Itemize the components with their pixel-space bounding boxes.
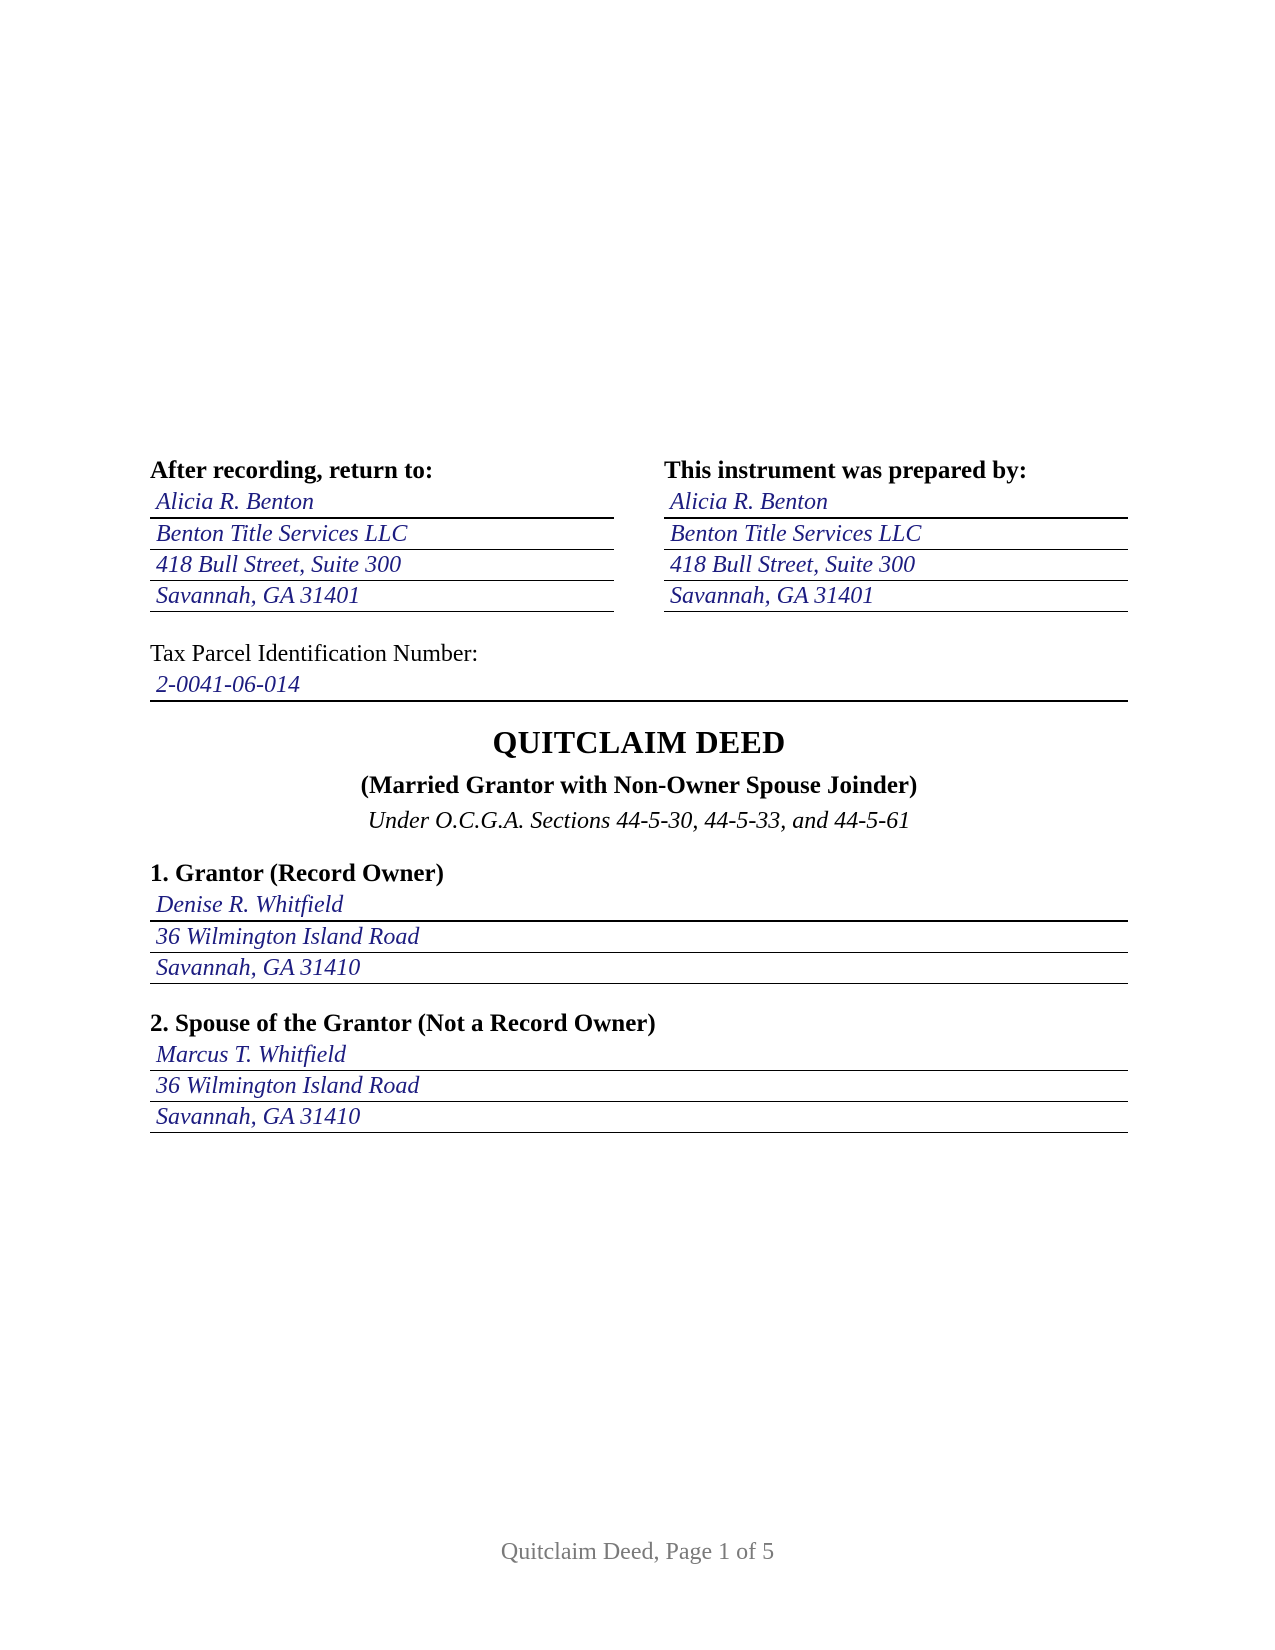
return-to-name: Alicia R. Benton	[150, 487, 614, 519]
prepared-by-heading: This instrument was prepared by:	[664, 457, 1028, 484]
tax-parcel-block	[150, 638, 1128, 702]
spouse-heading: 2. Spouse of the Grantor (Not a Record Owner)	[150, 1010, 656, 1037]
document-page	[150, 0, 1128, 1650]
prepared-by-street: 418 Bull Street, Suite 300	[664, 550, 1128, 581]
spouse-street: 36 Wilmington Island Road	[150, 1071, 1128, 1102]
prepared-by-company: Benton Title Services LLC	[664, 519, 1128, 550]
prepared-by-block	[664, 455, 1128, 612]
return-to-heading: After recording, return to:	[150, 457, 434, 484]
return-to-block	[150, 455, 614, 612]
return-to-city: Savannah, GA 31401	[150, 581, 614, 612]
grantor-city: Savannah, GA 31410	[150, 953, 1128, 984]
document-subtitle: (Married Grantor with Non-Owner Spouse Joinder)	[360, 772, 918, 799]
return-to-company: Benton Title Services LLC	[150, 519, 614, 550]
spouse-city: Savannah, GA 31410	[150, 1102, 1128, 1133]
document-title: QUITCLAIM DEED	[492, 724, 786, 760]
grantor-name: Denise R. Whitfield	[150, 890, 1128, 922]
grantor-section	[150, 858, 1128, 984]
grantor-heading: 1. Grantor (Record Owner)	[150, 860, 444, 887]
return-to-street: 418 Bull Street, Suite 300	[150, 550, 614, 581]
tax-parcel-value: 2-0041-06-014	[150, 670, 1128, 702]
spouse-section	[150, 1008, 1128, 1133]
page-footer: Quitclaim Deed, Page 1 of 5	[500, 1539, 775, 1565]
prepared-by-name: Alicia R. Benton	[664, 487, 1128, 519]
tax-parcel-label: Tax Parcel Identification Number:	[150, 641, 479, 667]
grantor-street: 36 Wilmington Island Road	[150, 922, 1128, 953]
statute-reference: Under O.C.G.A. Sections 44-5-30, 44-5-33, and 44-5-61	[367, 808, 911, 834]
title-block	[150, 720, 1128, 838]
recording-info	[150, 455, 1128, 612]
spouse-name: Marcus T. Whitfield	[150, 1040, 1128, 1071]
prepared-by-city: Savannah, GA 31401	[664, 581, 1128, 612]
